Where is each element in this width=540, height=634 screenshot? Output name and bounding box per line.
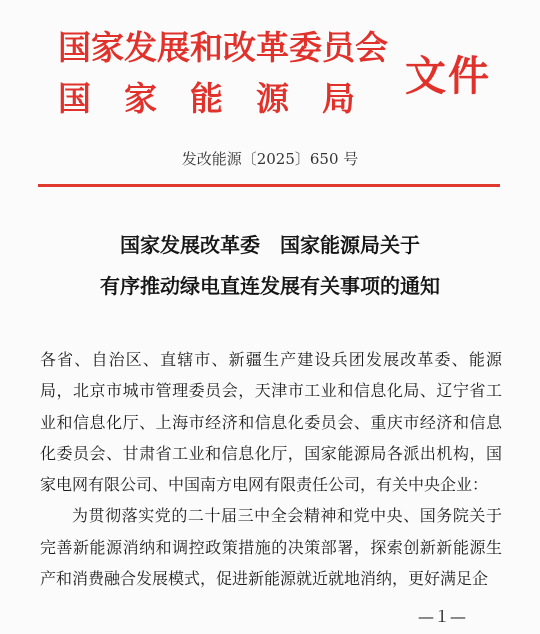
issuing-org-line-1: 国家发展和改革委员会 — [58, 28, 388, 67]
body-paragraph-1: 为贯彻落实党的二十届三中全会精神和党中央、国务院关于完善新能源消纳和调控政策措施的决策部署，探索创新新能源生产和消费融合发展模式，促进新能源就近就地消纳，更好满足企 — [40, 506, 502, 589]
salutation-paragraph: 各省、自治区、直辖市、新疆生产建设兵团发展改革委、能源局，北京市城市管理委员会，天津市工业和信息化局、辽宁省工业和信息化厅、上海市经济和信息化委员会、重庆市经济和信息化委员会、甘肃省工业和信息化厅，国家能源局各派出机构，国家电网有限公司、中国南方电网有限责任公司，有关中央企业： — [40, 350, 502, 495]
document-suffix: 文件 — [405, 52, 491, 100]
document-title-line-2: 有序推动绿电直连发展有关事项的通知 — [100, 274, 440, 298]
document-body — [40, 344, 502, 594]
issuing-org-line-2: 国家能源局 — [58, 79, 388, 118]
page-number: —１— — [418, 607, 467, 626]
document-title-line-1: 国家发展改革委 国家能源局关于 — [120, 233, 420, 257]
document-number: 发改能源〔2025〕650 号 — [181, 150, 359, 168]
document-header — [0, 0, 540, 140]
red-divider-line — [38, 184, 500, 187]
